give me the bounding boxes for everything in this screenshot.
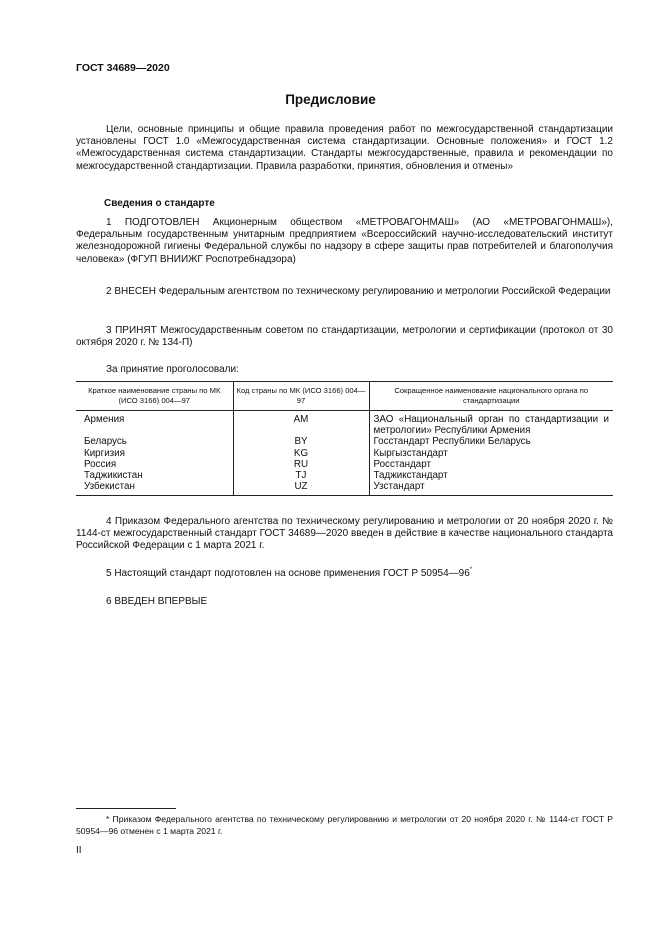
column-header-country: Краткое наименование страны по МК (ИСО 3166) 004—97 — [76, 382, 233, 411]
item-2-paragraph: 2 ВНЕСЕН Федеральным агентством по техническому регулированию и метрологии Российской Федерации — [106, 286, 611, 297]
country-code: BY — [233, 436, 369, 447]
footnote-text: * Приказом Федерального агентства по техническому регулированию и метрологии от 20 ноября 2020 г. № 1144-ст ГОСТ Р 50954—96 отменен с 1 марта 2021 г. — [76, 814, 613, 836]
section-title: Сведения о стандарте — [104, 198, 215, 209]
standards-body: Таджикстандарт — [369, 470, 613, 481]
item-4-paragraph: 4 Приказом Федерального агентства по техническому регулированию и метрологии от 20 ноября 2020 г. № 1144-ст межгосударственный стандарт ГОСТ 34689—2020 введен в действие в качестве национального стандарта Российской Федерации с 1 марта 2021 г. — [76, 516, 613, 552]
standards-body: Госстандарт Республики Беларусь — [369, 436, 613, 447]
country-name: Беларусь — [84, 436, 127, 448]
item-3-paragraph: 3 ПРИНЯТ Межгосударственным советом по стандартизации, метрологии и сертификации (протокол от 30 октября 2020 г. № 134-П) — [76, 325, 613, 349]
country-name: Армения — [84, 414, 125, 425]
item-6-paragraph: 6 ВВЕДЕН ВПЕРВЫЕ — [106, 596, 208, 607]
country-code: RU — [233, 459, 369, 470]
country-code: UZ — [233, 481, 369, 496]
country-name: Узбекистан — [76, 481, 233, 496]
footnote-marker: * — [469, 567, 473, 573]
voting-countries-table — [76, 381, 613, 496]
footnote-separator — [76, 808, 176, 809]
table-row — [76, 481, 613, 496]
table-row — [76, 470, 613, 481]
country-name: Таджикистан — [84, 470, 143, 482]
country-code: TJ — [233, 470, 369, 481]
column-header-code: Код страны по МК (ИСО 3166) 004—97 — [233, 382, 369, 411]
item-1-paragraph: 1 ПОДГОТОВЛЕН Акционерным обществом «МЕТРОВАГОНМАШ» (АО «МЕТРОВАГОНМАШ»), Федеральным государственным унитарным предприятием «Всероссийский научно-исследовательский институт железнодорожной гигиены Федеральной службы по надзору в сфере защиты прав потребителей и благополучия человека» (ФГУП ВНИИЖГ Роспотребнадзора) — [76, 217, 613, 265]
table-row — [76, 411, 613, 437]
document-code-header: ГОСТ 34689—2020 — [76, 62, 170, 74]
standards-body: Узстандарт — [369, 481, 613, 496]
country-name: Киргизия — [84, 447, 125, 459]
item-5-paragraph — [76, 568, 613, 580]
intro-paragraph: Цели, основные принципы и общие правила проведения работ по межгосударственной стандартизации установлены ГОСТ 1.0 «Межгосударственная система стандартизации. Основные положения» и ГОСТ 1.2 «Межгосударственная система стандартизации. Стандарты межгосударственные, правила и рекомендации по межгосударственной стандартизации. Правила разработки, принятия, обновления и отмены» — [76, 124, 613, 172]
item-5-text: 5 Настоящий стандарт подготовлен на основе применения ГОСТ Р 50954—96 — [106, 568, 470, 579]
table-header-row — [76, 382, 613, 411]
vote-label: За принятие проголосовали: — [106, 364, 239, 375]
table-row — [76, 436, 613, 447]
country-code: KG — [233, 448, 369, 459]
standards-body: ЗАО «Национальный орган по стандартизации и метрологии» Республики Армения — [369, 411, 613, 437]
page-number: II — [76, 845, 82, 856]
table-row — [76, 459, 613, 470]
page-title: Предисловие — [285, 92, 376, 107]
country-name: Россия — [84, 458, 117, 470]
table-row — [76, 448, 613, 459]
standards-body: Росстандарт — [369, 459, 613, 470]
country-code: AM — [233, 411, 369, 437]
column-header-authority: Сокращенное наименование национального органа по стандартизации — [369, 382, 613, 411]
standards-body: Кыргызстандарт — [369, 448, 613, 459]
